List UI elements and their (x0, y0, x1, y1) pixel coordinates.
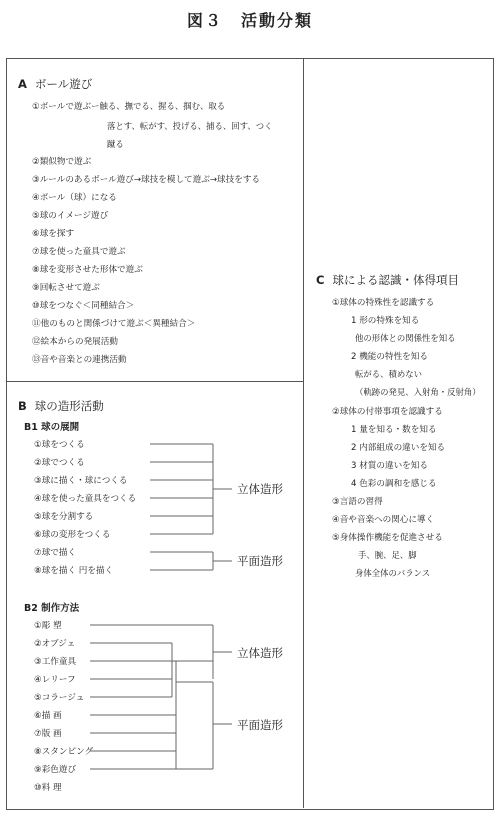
b2-flat-bracket (90, 661, 232, 769)
section-c-subitem: 1 形の特殊を知る (351, 316, 420, 326)
section-a-item: ⑥球を探す (32, 229, 75, 239)
b1-group-flat-label: 平面造形 (237, 554, 283, 568)
b2-group-solid-label: 立体造形 (237, 646, 283, 660)
b1-group-solid-label: 立体造形 (237, 482, 283, 496)
b2-item: ③工作童具 (34, 657, 77, 667)
section-a-item-label: ①ボールで遊ぶ (32, 102, 92, 112)
b2-group-flat-label: 平面造形 (237, 718, 283, 732)
b1-item: ④球を使った童具をつくる (34, 494, 137, 504)
b2-item: ④レリーフ (34, 675, 76, 685)
section-c-subitem: 4 色彩の調和を感じる (351, 479, 437, 489)
b2-item: ⑧スタンピング (34, 747, 94, 757)
section-a-item: ⑪他のものと関係づけて遊ぶ＜異種結合＞ (32, 319, 196, 329)
section-a-item: ⑧球を変形させた形体で遊ぶ (32, 265, 143, 275)
b2-item: ⑦版 画 (34, 729, 62, 739)
section-a-item-verbs-3: 蹴る (107, 139, 124, 149)
b1-item: ⑧球を描く 円を描く (34, 566, 114, 576)
b1-heading: B1 球の展開 (24, 422, 80, 433)
section-a-letter: A (18, 77, 27, 91)
section-c-detail: 他の形体との関係性を知る (355, 333, 456, 343)
section-b-name: 球の造形活動 (34, 399, 104, 413)
b2-item: ⑨彩色遊び (34, 765, 77, 775)
b1-item: ⑤球を分割する (34, 512, 94, 522)
section-c-subitem: 2 機能の特性を知る (351, 352, 428, 362)
b2-item: ⑩料 理 (34, 783, 62, 793)
section-a-item: ⑤球のイメージ遊び (32, 211, 109, 221)
b1-item: ⑦球で描く (34, 548, 77, 558)
section-a-item: ③ルールのあるボール遊び→球技を模して遊ぶ→球技をする (32, 175, 261, 185)
section-c-title (316, 272, 459, 288)
section-c-item: ②球体の付帯事項を認識する (332, 407, 443, 417)
section-a-item: ⑬音や音楽との連携活動 (32, 355, 127, 365)
b2-item: ②オブジェ (34, 639, 76, 649)
section-c-detail: 転がる、積めない (355, 369, 422, 379)
section-c-letter: C (316, 273, 325, 287)
b1-flat-bracket (150, 552, 232, 570)
b1-item: ②球でつくる (34, 458, 85, 468)
section-a-item: ②類似物で遊ぶ (32, 157, 92, 167)
b2-item: ⑤コラージュ (34, 693, 85, 703)
section-a-item: ⑫絵本からの発展活動 (32, 337, 118, 347)
section-c-subitem: 1 量を知る・数を知る (351, 425, 437, 435)
b2-heading: B2 制作方法 (24, 603, 80, 614)
b1-item: ③球に描く・球につくる (34, 476, 128, 486)
section-a-item: ⑦球を使った童具で遊ぶ (32, 247, 126, 257)
b1-item: ⑥球の変形をつくる (34, 530, 111, 540)
b2-solid-bracket (90, 625, 232, 697)
section-c-name: 球による認識・体得項目 (332, 273, 459, 287)
b2-item: ⑥描 画 (34, 711, 62, 721)
section-c-subitem: 3 材質の違いを知る (351, 461, 428, 471)
section-a-item: ⑩球をつなぐ＜同種結合＞ (32, 301, 135, 311)
figure-title: 図３ 活動分類 (186, 11, 313, 30)
section-b-letter: B (18, 399, 27, 413)
b1-solid-bracket (150, 444, 232, 534)
section-a-item: ④ボール（球）になる (32, 193, 117, 203)
section-a-item-verbs-2: 落とす、転がす、投げる、捕る、回す、つく (107, 121, 273, 131)
section-c-detail: （軌跡の発見、入射角・反射角） (355, 387, 481, 397)
section-c-detail: 身体全体のバランス (355, 568, 431, 578)
b2-item: ①彫 塑 (34, 621, 62, 631)
section-c-item: ⑤身体操作機能を促進させる (332, 533, 443, 543)
section-c-item: ④音や音楽への関心に導く (332, 515, 435, 525)
section-a-item-verbs: ー触る、撫でる、握る、掴む、取る (91, 101, 226, 111)
section-a-item: ⑨回転させて遊ぶ (32, 283, 100, 293)
section-c-item: ③言語の習得 (332, 497, 383, 507)
b1-item: ①球をつくる (34, 440, 85, 450)
section-c-item: ①球体の特殊性を認識する (332, 298, 435, 308)
section-c-detail: 手、腕、足、脚 (358, 550, 417, 560)
section-c-subitem: 2 内部組成の違いを知る (351, 443, 446, 453)
section-a-name: ボール遊び (34, 77, 93, 91)
